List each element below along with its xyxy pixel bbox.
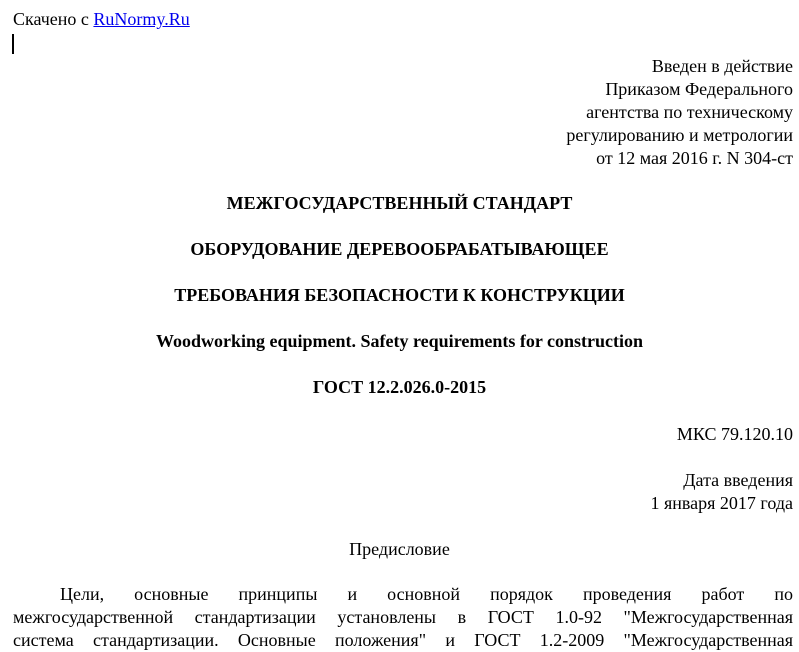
standard-name-heading: ОБОРУДОВАНИЕ ДЕРЕВООБРАБАТЫВАЮЩЕЕ xyxy=(190,239,609,259)
foreword-paragraph xyxy=(13,583,793,652)
paragraph-line: межгосударственной стандартизации установлены в ГОСТ 1.0-92 "Межгосударственная xyxy=(13,607,793,627)
enactment-line: агентства по техническому xyxy=(586,102,793,122)
download-source-prefix: Скачено с xyxy=(13,9,94,29)
text-cursor xyxy=(12,34,14,54)
runormy-link[interactable]: RuNormy.Ru xyxy=(93,9,190,29)
download-source-line xyxy=(13,8,190,31)
standard-subtitle-heading: ТРЕБОВАНИЯ БЕЗОПАСНОСТИ К КОНСТРУКЦИИ xyxy=(174,285,625,305)
enactment-line: Введен в действие xyxy=(651,56,793,76)
paragraph-line: система стандартизации. Основные положения" и ГОСТ 1.2-2009 "Межгосударственная xyxy=(13,630,793,650)
enactment-line: от 12 мая 2016 г. N 304-ст xyxy=(596,148,793,168)
enactment-line: регулированию и метрологии xyxy=(566,125,793,145)
standard-kind-heading: МЕЖГОСУДАРСТВЕННЫЙ СТАНДАРТ xyxy=(226,193,573,213)
paragraph-line: Цели, основные принципы и основной порядок проведения работ по xyxy=(60,584,793,604)
gost-code: ГОСТ 12.2.026.0-2015 xyxy=(312,377,487,397)
english-title: Woodworking equipment. Safety requirements for construction xyxy=(155,331,643,351)
mks-code: МКС 79.120.10 xyxy=(676,424,793,444)
intro-date-label: Дата введения xyxy=(683,470,793,490)
enactment-note xyxy=(566,55,793,170)
intro-date-value: 1 января 2017 года xyxy=(650,493,793,513)
enactment-line: Приказом Федерального xyxy=(605,79,793,99)
foreword-heading: Предисловие xyxy=(349,539,450,559)
